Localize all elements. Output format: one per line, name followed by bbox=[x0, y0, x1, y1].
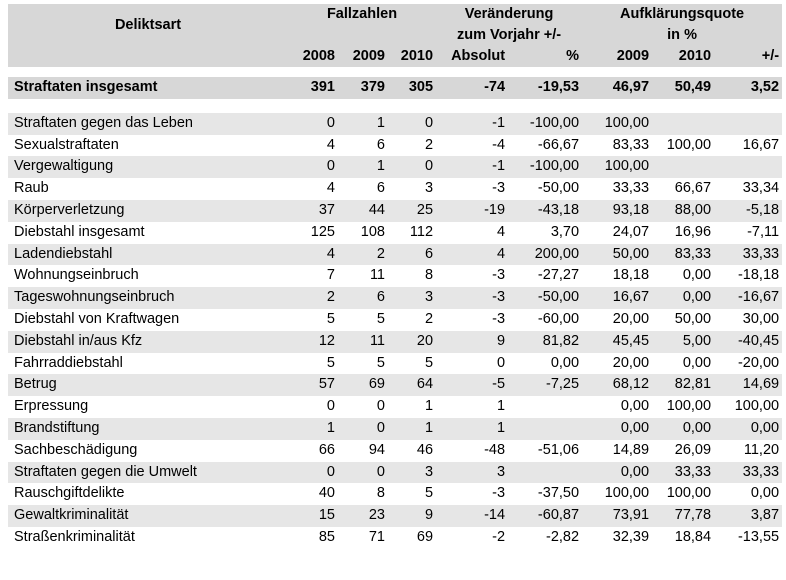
cell-2010: 1 bbox=[388, 418, 436, 440]
cell-aq-2009: 20,00 bbox=[582, 309, 652, 331]
cell-aq-2010: 66,67 bbox=[652, 178, 714, 200]
row-label: Straßenkriminalität bbox=[8, 527, 288, 549]
cell-aq-2010 bbox=[652, 113, 714, 135]
cell-2008: 0 bbox=[288, 113, 338, 135]
row-label: Raub bbox=[8, 178, 288, 200]
cell-aq-2010: 82,81 bbox=[652, 374, 714, 396]
cell-aq-diff: -16,67 bbox=[714, 287, 782, 309]
cell-2009: 11 bbox=[338, 265, 388, 287]
cell-aq-diff: -20,00 bbox=[714, 353, 782, 375]
cell-aq-2009: 33,33 bbox=[582, 178, 652, 200]
cell-absolut: 4 bbox=[436, 222, 508, 244]
cell-absolut: 9 bbox=[436, 331, 508, 353]
cell-absolut: -1 bbox=[436, 113, 508, 135]
table-row bbox=[8, 178, 782, 200]
cell-aq-2009: 0,00 bbox=[582, 396, 652, 418]
cell-aq-2009: 32,39 bbox=[582, 527, 652, 549]
cell-aq-diff: 33,33 bbox=[714, 462, 782, 484]
row-label: Tageswohnungseinbruch bbox=[8, 287, 288, 309]
row-label: Körperverletzung bbox=[8, 200, 288, 222]
cell-aq-2009: 0,00 bbox=[582, 418, 652, 440]
cell-aq-2009: 83,33 bbox=[582, 135, 652, 157]
cell-aq-diff: 0,00 bbox=[714, 483, 782, 505]
row-label: Ladendiebstahl bbox=[8, 244, 288, 266]
cell-aq-2010: 0,00 bbox=[652, 353, 714, 375]
header-col-2008: 2008 bbox=[288, 46, 338, 67]
cell-absolut: -3 bbox=[436, 178, 508, 200]
header-col-aq-2010: 2010 bbox=[652, 46, 714, 67]
cell-aq-2010: 33,33 bbox=[652, 462, 714, 484]
cell-percent: 0,00 bbox=[508, 353, 582, 375]
row-label: Betrug bbox=[8, 374, 288, 396]
cell-2010: 2 bbox=[388, 135, 436, 157]
header-col-2010: 2010 bbox=[388, 46, 436, 67]
cell-2008: 5 bbox=[288, 309, 338, 331]
table-row bbox=[8, 244, 782, 266]
cell-percent: -51,06 bbox=[508, 440, 582, 462]
cell-aq-2009: 73,91 bbox=[582, 505, 652, 527]
cell-2009: 5 bbox=[338, 309, 388, 331]
spacer-row bbox=[8, 99, 782, 113]
cell-aq-diff: 30,00 bbox=[714, 309, 782, 331]
cell-aq-2010: 0,00 bbox=[652, 418, 714, 440]
cell-aq-diff: 100,00 bbox=[714, 396, 782, 418]
cell-absolut: -3 bbox=[436, 309, 508, 331]
total-aq-2010: 50,49 bbox=[652, 77, 714, 99]
header-col-percent: % bbox=[508, 46, 582, 67]
header-col-2009: 2009 bbox=[338, 46, 388, 67]
cell-2010: 3 bbox=[388, 178, 436, 200]
cell-percent bbox=[508, 396, 582, 418]
table-row bbox=[8, 396, 782, 418]
cell-percent: -66,67 bbox=[508, 135, 582, 157]
header-aufklaerung-line2: in % bbox=[582, 25, 782, 46]
cell-2008: 1 bbox=[288, 418, 338, 440]
row-label: Vergewaltigung bbox=[8, 156, 288, 178]
header-aufklaerung-line1: Aufklärungsquote bbox=[582, 4, 782, 25]
cell-absolut: -4 bbox=[436, 135, 508, 157]
total-label: Straftaten insgesamt bbox=[8, 77, 288, 99]
table-row bbox=[8, 483, 782, 505]
cell-aq-2009: 100,00 bbox=[582, 483, 652, 505]
cell-2010: 6 bbox=[388, 244, 436, 266]
header-veraenderung-line2: zum Vorjahr +/- bbox=[436, 25, 582, 46]
cell-2009: 8 bbox=[338, 483, 388, 505]
cell-2009: 6 bbox=[338, 135, 388, 157]
cell-percent: -27,27 bbox=[508, 265, 582, 287]
cell-aq-diff: -5,18 bbox=[714, 200, 782, 222]
cell-percent bbox=[508, 418, 582, 440]
cell-percent: -7,25 bbox=[508, 374, 582, 396]
cell-2010: 0 bbox=[388, 156, 436, 178]
table-row bbox=[8, 222, 782, 244]
cell-percent: -37,50 bbox=[508, 483, 582, 505]
cell-absolut: 4 bbox=[436, 244, 508, 266]
row-label: Diebstahl von Kraftwagen bbox=[8, 309, 288, 331]
cell-2008: 0 bbox=[288, 462, 338, 484]
cell-percent bbox=[508, 462, 582, 484]
cell-2008: 15 bbox=[288, 505, 338, 527]
cell-2008: 4 bbox=[288, 178, 338, 200]
cell-2008: 0 bbox=[288, 396, 338, 418]
cell-aq-2010: 100,00 bbox=[652, 483, 714, 505]
cell-absolut: 0 bbox=[436, 353, 508, 375]
cell-2010: 8 bbox=[388, 265, 436, 287]
cell-aq-2009: 0,00 bbox=[582, 462, 652, 484]
cell-2008: 66 bbox=[288, 440, 338, 462]
row-label: Erpressung bbox=[8, 396, 288, 418]
cell-aq-2010: 77,78 bbox=[652, 505, 714, 527]
cell-2008: 12 bbox=[288, 331, 338, 353]
table-row bbox=[8, 331, 782, 353]
header-fallzahlen-spacer bbox=[288, 25, 436, 46]
cell-percent: -50,00 bbox=[508, 178, 582, 200]
cell-absolut: 1 bbox=[436, 396, 508, 418]
cell-aq-2010: 100,00 bbox=[652, 396, 714, 418]
cell-aq-diff: 11,20 bbox=[714, 440, 782, 462]
cell-2008: 37 bbox=[288, 200, 338, 222]
header-col-aq-diff: +/- bbox=[714, 46, 782, 67]
row-label: Diebstahl in/aus Kfz bbox=[8, 331, 288, 353]
cell-aq-diff: 33,33 bbox=[714, 244, 782, 266]
cell-aq-diff: 0,00 bbox=[714, 418, 782, 440]
cell-2010: 5 bbox=[388, 353, 436, 375]
cell-2009: 1 bbox=[338, 156, 388, 178]
cell-percent: 3,70 bbox=[508, 222, 582, 244]
table-row bbox=[8, 418, 782, 440]
cell-2009: 2 bbox=[338, 244, 388, 266]
cell-aq-2010: 18,84 bbox=[652, 527, 714, 549]
cell-2009: 6 bbox=[338, 178, 388, 200]
cell-aq-2009: 20,00 bbox=[582, 353, 652, 375]
cell-absolut: -48 bbox=[436, 440, 508, 462]
cell-2008: 0 bbox=[288, 156, 338, 178]
cell-2009: 0 bbox=[338, 396, 388, 418]
cell-2009: 0 bbox=[338, 462, 388, 484]
row-label: Wohnungseinbruch bbox=[8, 265, 288, 287]
total-2008: 391 bbox=[288, 77, 338, 99]
cell-percent: -100,00 bbox=[508, 156, 582, 178]
total-absolut: -74 bbox=[436, 77, 508, 99]
cell-aq-diff bbox=[714, 156, 782, 178]
table-row bbox=[8, 200, 782, 222]
header-empty bbox=[8, 46, 288, 67]
cell-2009: 69 bbox=[338, 374, 388, 396]
cell-aq-2009: 50,00 bbox=[582, 244, 652, 266]
table-row bbox=[8, 374, 782, 396]
total-aq-diff: 3,52 bbox=[714, 77, 782, 99]
header-veraenderung-line1: Veränderung bbox=[436, 4, 582, 25]
row-label: Sexualstraftaten bbox=[8, 135, 288, 157]
cell-aq-2010 bbox=[652, 156, 714, 178]
table-row bbox=[8, 287, 782, 309]
cell-aq-diff: 3,87 bbox=[714, 505, 782, 527]
cell-aq-2009: 93,18 bbox=[582, 200, 652, 222]
cell-percent: -50,00 bbox=[508, 287, 582, 309]
row-label: Straftaten gegen die Umwelt bbox=[8, 462, 288, 484]
table-row bbox=[8, 527, 782, 549]
cell-aq-2009: 14,89 bbox=[582, 440, 652, 462]
cell-percent: -60,00 bbox=[508, 309, 582, 331]
cell-absolut: -3 bbox=[436, 287, 508, 309]
total-percent: -19,53 bbox=[508, 77, 582, 99]
cell-2008: 57 bbox=[288, 374, 338, 396]
cell-percent: 200,00 bbox=[508, 244, 582, 266]
cell-percent: -2,82 bbox=[508, 527, 582, 549]
cell-percent: 81,82 bbox=[508, 331, 582, 353]
cell-aq-2009: 16,67 bbox=[582, 287, 652, 309]
cell-absolut: -2 bbox=[436, 527, 508, 549]
table-row bbox=[8, 309, 782, 331]
cell-aq-2010: 26,09 bbox=[652, 440, 714, 462]
row-label: Fahrraddiebstahl bbox=[8, 353, 288, 375]
cell-percent: -43,18 bbox=[508, 200, 582, 222]
cell-2010: 5 bbox=[388, 483, 436, 505]
header-deliktsart: Deliktsart bbox=[8, 4, 288, 46]
cell-2010: 20 bbox=[388, 331, 436, 353]
table-row bbox=[8, 353, 782, 375]
cell-percent: -100,00 bbox=[508, 113, 582, 135]
cell-2009: 108 bbox=[338, 222, 388, 244]
header-fallzahlen: Fallzahlen bbox=[288, 4, 436, 25]
row-label: Rauschgiftdelikte bbox=[8, 483, 288, 505]
cell-absolut: -19 bbox=[436, 200, 508, 222]
cell-aq-2010: 83,33 bbox=[652, 244, 714, 266]
cell-aq-2009: 18,18 bbox=[582, 265, 652, 287]
cell-aq-diff: -40,45 bbox=[714, 331, 782, 353]
cell-2009: 94 bbox=[338, 440, 388, 462]
cell-2010: 46 bbox=[388, 440, 436, 462]
cell-2010: 9 bbox=[388, 505, 436, 527]
row-label: Straftaten gegen das Leben bbox=[8, 113, 288, 135]
table-row bbox=[8, 505, 782, 527]
cell-2009: 71 bbox=[338, 527, 388, 549]
cell-2008: 40 bbox=[288, 483, 338, 505]
cell-2009: 23 bbox=[338, 505, 388, 527]
cell-2008: 85 bbox=[288, 527, 338, 549]
cell-absolut: -3 bbox=[436, 265, 508, 287]
cell-aq-2010: 16,96 bbox=[652, 222, 714, 244]
cell-2008: 4 bbox=[288, 135, 338, 157]
cell-2009: 1 bbox=[338, 113, 388, 135]
cell-aq-diff bbox=[714, 113, 782, 135]
table-body bbox=[8, 67, 782, 113]
cell-2010: 3 bbox=[388, 287, 436, 309]
cell-aq-diff: -7,11 bbox=[714, 222, 782, 244]
spacer-row bbox=[8, 67, 782, 77]
cell-aq-2010: 88,00 bbox=[652, 200, 714, 222]
cell-2010: 3 bbox=[388, 462, 436, 484]
cell-2010: 25 bbox=[388, 200, 436, 222]
total-aq-2009: 46,97 bbox=[582, 77, 652, 99]
cell-aq-2009: 45,45 bbox=[582, 331, 652, 353]
cell-aq-diff: -13,55 bbox=[714, 527, 782, 549]
cell-2008: 2 bbox=[288, 287, 338, 309]
total-row bbox=[8, 77, 782, 99]
crime-statistics-table bbox=[8, 4, 782, 549]
header-col-aq-2009: 2009 bbox=[582, 46, 652, 67]
table-row bbox=[8, 135, 782, 157]
cell-2008: 5 bbox=[288, 353, 338, 375]
total-2010: 305 bbox=[388, 77, 436, 99]
row-label: Brandstiftung bbox=[8, 418, 288, 440]
cell-2009: 0 bbox=[338, 418, 388, 440]
table-row bbox=[8, 156, 782, 178]
cell-2010: 64 bbox=[388, 374, 436, 396]
row-label: Gewaltkriminalität bbox=[8, 505, 288, 527]
cell-absolut: -3 bbox=[436, 483, 508, 505]
cell-2009: 11 bbox=[338, 331, 388, 353]
cell-2009: 6 bbox=[338, 287, 388, 309]
cell-2008: 4 bbox=[288, 244, 338, 266]
total-2009: 379 bbox=[338, 77, 388, 99]
cell-percent: -60,87 bbox=[508, 505, 582, 527]
row-label: Sachbeschädigung bbox=[8, 440, 288, 462]
cell-2010: 69 bbox=[388, 527, 436, 549]
cell-2009: 5 bbox=[338, 353, 388, 375]
cell-2010: 0 bbox=[388, 113, 436, 135]
table-row bbox=[8, 265, 782, 287]
cell-aq-2009: 68,12 bbox=[582, 374, 652, 396]
cell-absolut: -14 bbox=[436, 505, 508, 527]
table-row bbox=[8, 440, 782, 462]
cell-aq-2010: 0,00 bbox=[652, 287, 714, 309]
data-rows bbox=[8, 113, 782, 549]
cell-absolut: -5 bbox=[436, 374, 508, 396]
cell-2009: 44 bbox=[338, 200, 388, 222]
table-header bbox=[8, 4, 782, 67]
header-col-absolut: Absolut bbox=[436, 46, 508, 67]
cell-aq-diff: 14,69 bbox=[714, 374, 782, 396]
cell-aq-2010: 0,00 bbox=[652, 265, 714, 287]
cell-2008: 7 bbox=[288, 265, 338, 287]
cell-aq-diff: -18,18 bbox=[714, 265, 782, 287]
cell-aq-2009: 100,00 bbox=[582, 113, 652, 135]
cell-absolut: 3 bbox=[436, 462, 508, 484]
cell-aq-2009: 24,07 bbox=[582, 222, 652, 244]
cell-aq-2009: 100,00 bbox=[582, 156, 652, 178]
cell-2010: 2 bbox=[388, 309, 436, 331]
cell-2010: 112 bbox=[388, 222, 436, 244]
cell-aq-2010: 5,00 bbox=[652, 331, 714, 353]
cell-absolut: -1 bbox=[436, 156, 508, 178]
cell-2010: 1 bbox=[388, 396, 436, 418]
cell-2008: 125 bbox=[288, 222, 338, 244]
row-label: Diebstahl insgesamt bbox=[8, 222, 288, 244]
cell-aq-diff: 33,34 bbox=[714, 178, 782, 200]
cell-aq-2010: 50,00 bbox=[652, 309, 714, 331]
cell-absolut: 1 bbox=[436, 418, 508, 440]
cell-aq-2010: 100,00 bbox=[652, 135, 714, 157]
table-row bbox=[8, 113, 782, 135]
cell-aq-diff: 16,67 bbox=[714, 135, 782, 157]
table-row bbox=[8, 462, 782, 484]
